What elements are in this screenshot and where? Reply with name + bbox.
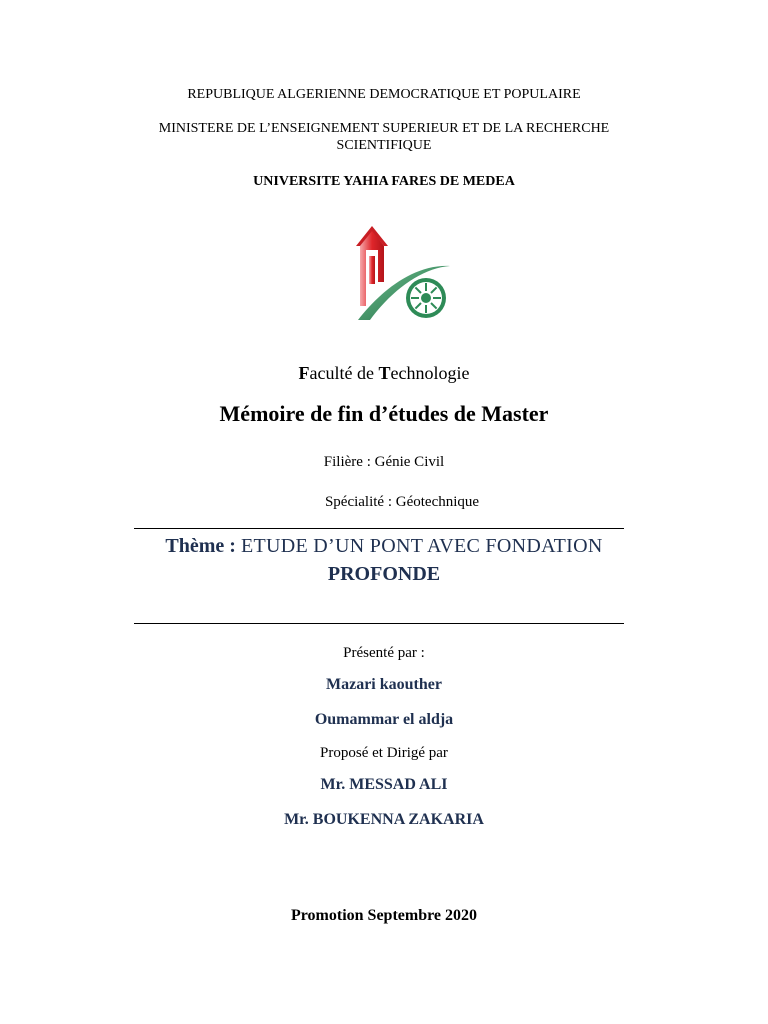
university-logo xyxy=(352,224,454,324)
faculty-text-2: echnologie xyxy=(390,363,470,383)
theme-title-2: PROFONDE xyxy=(327,563,441,585)
faculty-initial-t: T xyxy=(378,363,391,383)
student-name: Mazari kaouther xyxy=(326,676,442,693)
faculty-initial-f: F xyxy=(298,363,310,383)
presented-label: Présenté par : xyxy=(343,645,425,661)
faculty-text-1: aculté de xyxy=(309,363,379,383)
memoire-title: Mémoire de fin d’études de Master xyxy=(219,401,549,426)
supervisor-name: Mr. BOUKENNA ZAKARIA xyxy=(284,811,484,828)
republic-line: REPUBLIQUE ALGERIENNE DEMOCRATIQUE ET POPULAIRE xyxy=(187,87,581,102)
university-name: UNIVERSITE YAHIA FARES DE MEDEA xyxy=(253,174,515,189)
theme-title-1: ETUDE D’UN PONT AVEC FONDATION xyxy=(240,535,603,557)
supervisor-name: Mr. MESSAD ALI xyxy=(320,776,448,793)
promotion-line: Promotion Septembre 2020 xyxy=(290,907,478,924)
faculty-line xyxy=(0,362,768,384)
rule-top xyxy=(134,528,624,529)
filiere-line: Filière : Génie Civil xyxy=(323,454,445,470)
ministry-line-2: SCIENTIFIQUE xyxy=(336,138,432,153)
supervised-label: Proposé et Dirigé par xyxy=(320,745,448,761)
theme-label: Thème : xyxy=(165,535,241,557)
ministry-line-1: MINISTERE DE L’ENSEIGNEMENT SUPERIEUR ET DE LA RECHERCHE xyxy=(158,121,610,136)
specialite-line: Spécialité : Géotechnique xyxy=(324,494,480,510)
rule-bottom xyxy=(134,623,624,624)
theme-line-1 xyxy=(0,534,768,558)
student-name: Oumammar el aldja xyxy=(314,711,454,728)
